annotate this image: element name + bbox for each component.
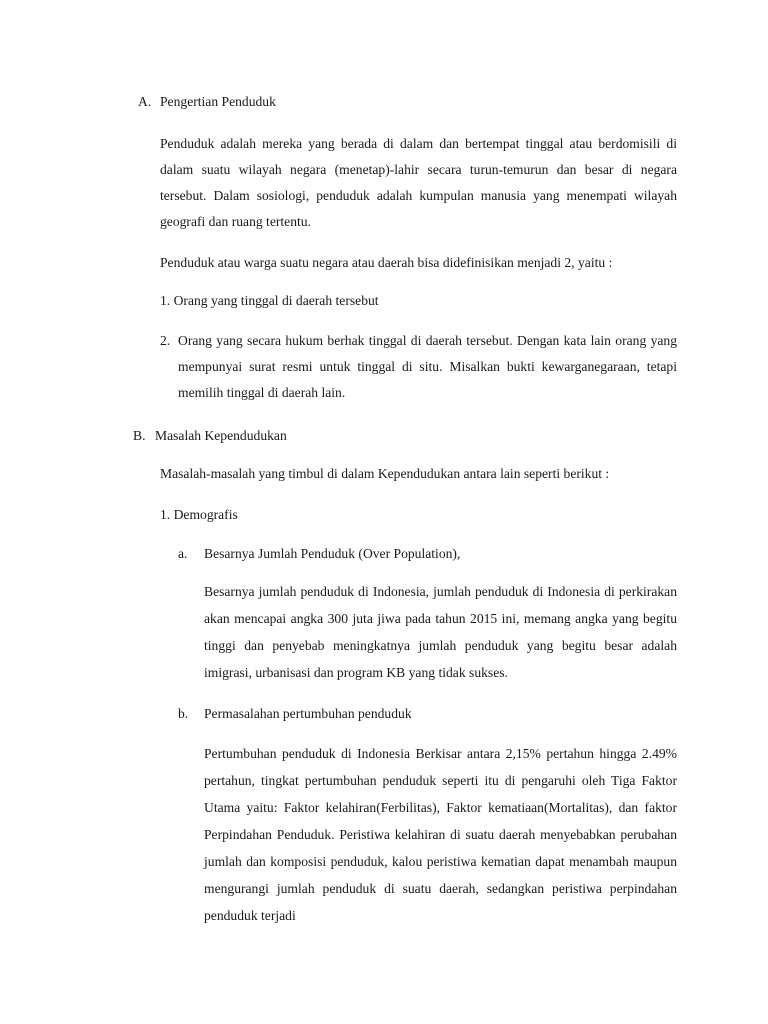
sub-b-body: Pertumbuhan penduduk di Indonesia Berkisar antara 2,15% pertahun hingga 2.49% pertahun, tingkat pertumbuhan penduduk seperti itu di pengaruhi oleh Tiga Faktor Utama yaitu: Faktor kelahiran(Ferbilitas), Faktor kematiaan(Mortalitas), dan faktor Perpindahan Penduduk. Peristiwa kelahiran di suatu daerah menyebabkan perubahan jumlah dan komposisi penduduk, kalou peristiwa kematian dapat menambah maupun mengurangi jumlah penduduk di suatu daerah, sedangkan peristiwa perpindahan penduduk terjadi <box>204 746 677 923</box>
sub-a-marker: a. <box>178 546 188 561</box>
section-a-paragraph-2: Penduduk atau warga suatu negara atau daerah bisa didefinisikan menjadi 2, yaitu : <box>160 255 613 270</box>
sub-a-title: Besarnya Jumlah Penduduk (Over Population), <box>204 546 461 561</box>
subsection-demografis: 1. Demografis <box>160 507 238 522</box>
list-item-2 <box>160 328 677 406</box>
sub-b-heading <box>178 705 412 723</box>
section-b-title: Masalah Kependudukan <box>155 428 287 443</box>
section-a-title: Pengertian Penduduk <box>160 94 276 109</box>
section-a-marker: A. <box>138 94 152 109</box>
sub-b-title: Permasalahan pertumbuhan penduduk <box>204 706 412 721</box>
section-a-paragraph-1: Penduduk adalah mereka yang berada di dalam dan bertempat tinggal atau berdomisili di dalam suatu wilayah negara (menetap)-lahir secara turun-temurun dan besar di negara tersebut. Dalam sosiologi, penduduk adalah kumpulan manusia yang menempati wilayah geografi dan ruang tertentu. <box>160 136 677 229</box>
list-item-1: 1. Orang yang tinggal di daerah tersebut <box>160 293 379 308</box>
section-b-heading <box>133 427 287 445</box>
sub-a-body: Besarnya jumlah penduduk di Indonesia, jumlah penduduk di Indonesia di perkirakan akan mencapai angka 300 juta jiwa pada tahun 2015 ini, memang angka yang begitu tinggi dan penyebab meningkatnya jumlah penduduk yang begitu besar adalah imigrasi, urbanisasi dan program KB yang tidak sukses. <box>204 584 677 680</box>
section-a-heading <box>138 93 276 111</box>
section-b-intro: Masalah-masalah yang timbul di dalam Kependudukan antara lain seperti berikut : <box>160 466 610 481</box>
section-b-marker: B. <box>133 428 146 443</box>
list-item-2-number: 2. <box>160 333 171 348</box>
sub-b-marker: b. <box>178 706 189 721</box>
sub-a-heading <box>178 545 460 563</box>
list-item-2-text: Orang yang secara hukum berhak tinggal di daerah tersebut. Dengan kata lain orang yang mempunyai surat resmi untuk tinggal di situ. Misalkan bukti kewarganegaraan, tetapi memilih tinggal di daerah lain. <box>178 333 677 400</box>
